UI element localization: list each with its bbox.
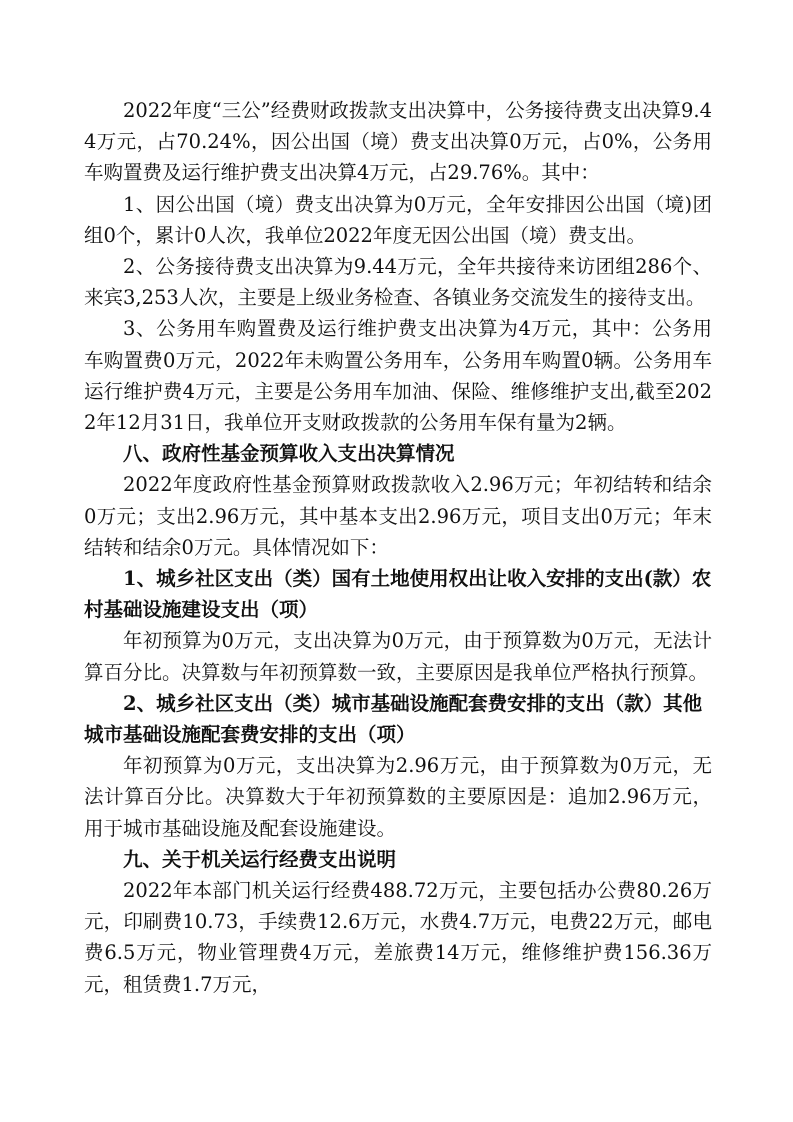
paragraph-rural-infrastructure: 年初预算为0万元，支出决算为0万元，由于预算数为0万元，无法计算百分比。决算数与年初预算数一致，主要原因是我单位严格执行预算。 (84, 629, 712, 684)
paragraph-operating-expense: 2022年本部门机关运行经费488.72万元，主要包括办公费80.26万元，印刷费10.73，手续费12.6万元，水费4.7万元，电费22万元，邮电费6.5万元，物业管理费4万元，差旅费14万元，维修维护费156.36万元，租赁费1.7万元， (84, 879, 712, 996)
paragraph-three-public-summary: 2022年度“三公”经费财政拨款支出决算中，公务接待费支出决算9.44万元，占70.24%，因公出国（境）费支出决算0万元，占0%，公务用车购置费及运行维护费支出决算4万元，占29.76%。其中： (84, 99, 712, 185)
heading-government-fund: 八、政府性基金预算收入支出决算情况 (123, 442, 455, 466)
paragraph-vehicle-expense: 3、公务用车购置费及运行维护费支出决算为4万元，其中：公务用车购置费0万元，2022年未购置公务用车，公务用车购置0辆。公务用车运行维护费4万元，主要是公务用车加油、保险、维修维护支出,截至2022年12月31日，我单位开支财政拨款的公务用车保有量为2辆。 (84, 317, 712, 435)
heading-rural-infrastructure: 1、城乡社区支出（类）国有土地使用权出让收入安排的支出(款）农村基础设施建设支出（项） (84, 567, 712, 622)
heading-operating-expense: 九、关于机关运行经费支出说明 (123, 847, 397, 871)
paragraph-overseas-travel: 1、因公出国（境）费支出决算为0万元，全年安排因公出国（境)团组0个，累计0人次，我单位2022年度无因公出国（境）费支出。 (84, 192, 712, 247)
document-page (84, 95, 712, 1000)
paragraph-reception-expense: 2、公务接待费支出决算为9.44万元，全年共接待来访团组286个、来宾3,253人次，主要是上级业务检查、各镇业务交流发生的接待支出。 (84, 255, 712, 310)
paragraph-urban-infrastructure: 年初预算为0万元，支出决算为2.96万元，由于预算数为0万元，无法计算百分比。决算数大于年初预算数的主要原因是：追加2.96万元，用于城市基础设施及配套设施建设。 (84, 754, 712, 840)
paragraph-government-fund-summary: 2022年度政府性基金预算财政拨款收入2.96万元；年初结转和结余0万元；支出2.96万元，其中基本支出2.96万元，项目支出0万元；年末结转和结余0万元。具体情况如下： (84, 473, 712, 559)
heading-urban-infrastructure: 2、城乡社区支出（类）城市基础设施配套费安排的支出（款）其他城市基础设施配套费安排的支出（项） (84, 691, 703, 747)
